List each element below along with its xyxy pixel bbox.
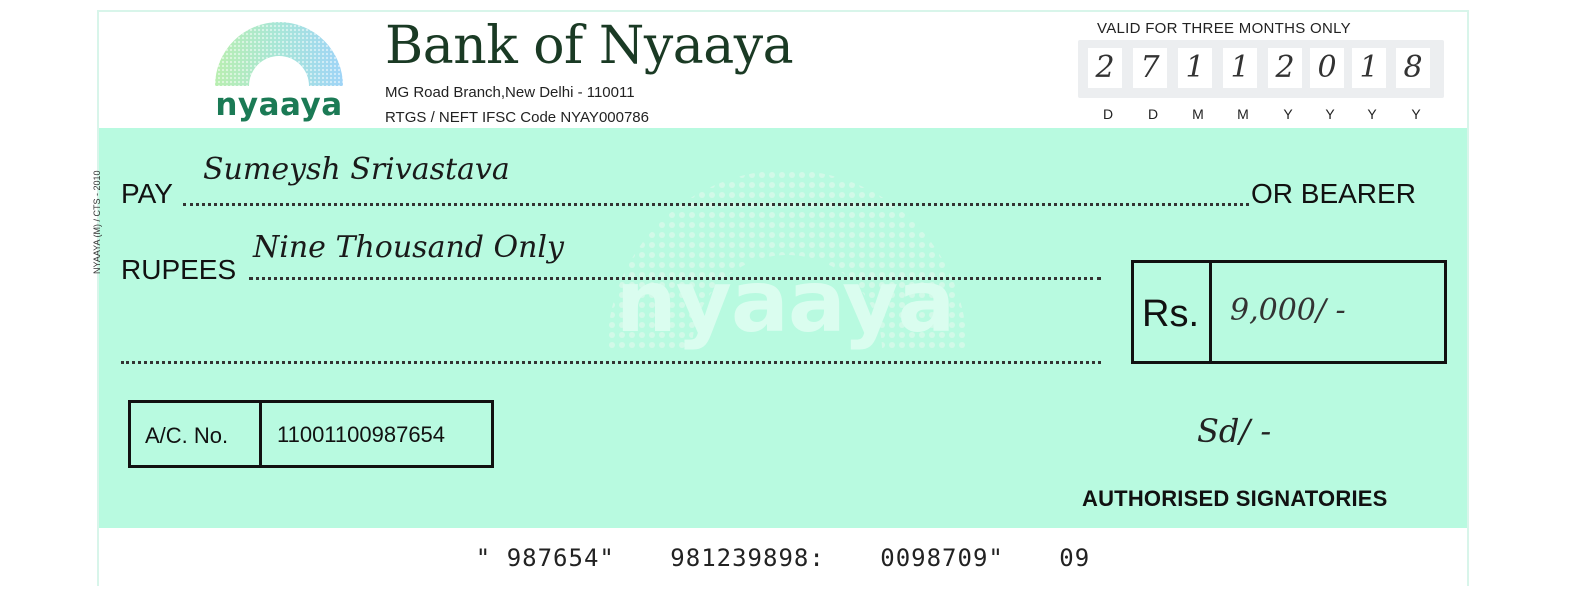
- date-field[interactable]: [1078, 40, 1444, 98]
- micr-line: [99, 544, 1467, 572]
- side-print: NYAAYA (M) / CTS - 2010: [92, 170, 102, 274]
- logo-arc-icon: [209, 20, 349, 92]
- date-digit: 2: [1268, 48, 1302, 88]
- account-divider: [259, 403, 262, 465]
- currency-label: Rs.: [1142, 293, 1199, 335]
- date-label: Y: [1325, 106, 1335, 122]
- rupees-line-2: [121, 361, 1101, 364]
- bank-logo: [209, 20, 349, 123]
- bank-name: Bank of Nyaaya: [385, 16, 794, 76]
- ifsc-code: RTGS / NEFT IFSC Code NYAY000786: [385, 109, 649, 126]
- cheque-header: [99, 12, 1467, 128]
- micr-cheque-number: " 987654": [475, 544, 615, 572]
- date-digit: 8: [1396, 48, 1430, 88]
- date-label: Y: [1283, 106, 1293, 122]
- account-number: 11001100987654: [277, 422, 446, 447]
- amount-in-words[interactable]: Nine Thousand Only: [253, 230, 564, 265]
- date-label: D: [1147, 106, 1159, 122]
- or-bearer-label: OR BEARER: [1251, 178, 1416, 209]
- date-label: M: [1237, 106, 1249, 122]
- date-digit: 2: [1088, 48, 1122, 88]
- payee-name[interactable]: Sumeysh Srivastava: [203, 152, 510, 187]
- authorised-signatories-label: AUTHORISED SIGNATORIES: [1082, 486, 1388, 511]
- date-digit: 7: [1133, 48, 1167, 88]
- micr-bank-code: 981239898:: [670, 544, 825, 572]
- micr-account-code: 0098709": [880, 544, 1004, 572]
- cheque: [92, 10, 1469, 586]
- date-label: M: [1192, 106, 1204, 122]
- date-digit: 0: [1310, 48, 1344, 88]
- amount-divider: [1209, 263, 1212, 361]
- date-digit: 1: [1178, 48, 1212, 88]
- account-box[interactable]: [128, 400, 494, 468]
- rupees-label: RUPEES: [121, 254, 237, 285]
- date-digit: 1: [1223, 48, 1257, 88]
- branch-address: MG Road Branch,New Delhi - 110011: [385, 84, 635, 101]
- signature[interactable]: Sd/ -: [1197, 412, 1272, 450]
- watermark-text: nyaaya: [615, 252, 955, 352]
- date-label: D: [1102, 106, 1114, 122]
- micr-transaction-code: 09: [1059, 544, 1091, 572]
- logo-text: nyaaya: [215, 87, 343, 123]
- amount-value: 9,000/ -: [1230, 293, 1346, 328]
- amount-box[interactable]: [1131, 260, 1447, 364]
- date-label: Y: [1411, 106, 1421, 122]
- rupees-line: [249, 277, 1101, 280]
- date-label: Y: [1367, 106, 1377, 122]
- date-digit: 1: [1352, 48, 1386, 88]
- pay-line: [183, 203, 1249, 206]
- validity-notice: VALID FOR THREE MONTHS ONLY: [1097, 20, 1351, 37]
- pay-label: PAY: [121, 178, 173, 209]
- account-label: A/C. No.: [145, 423, 229, 448]
